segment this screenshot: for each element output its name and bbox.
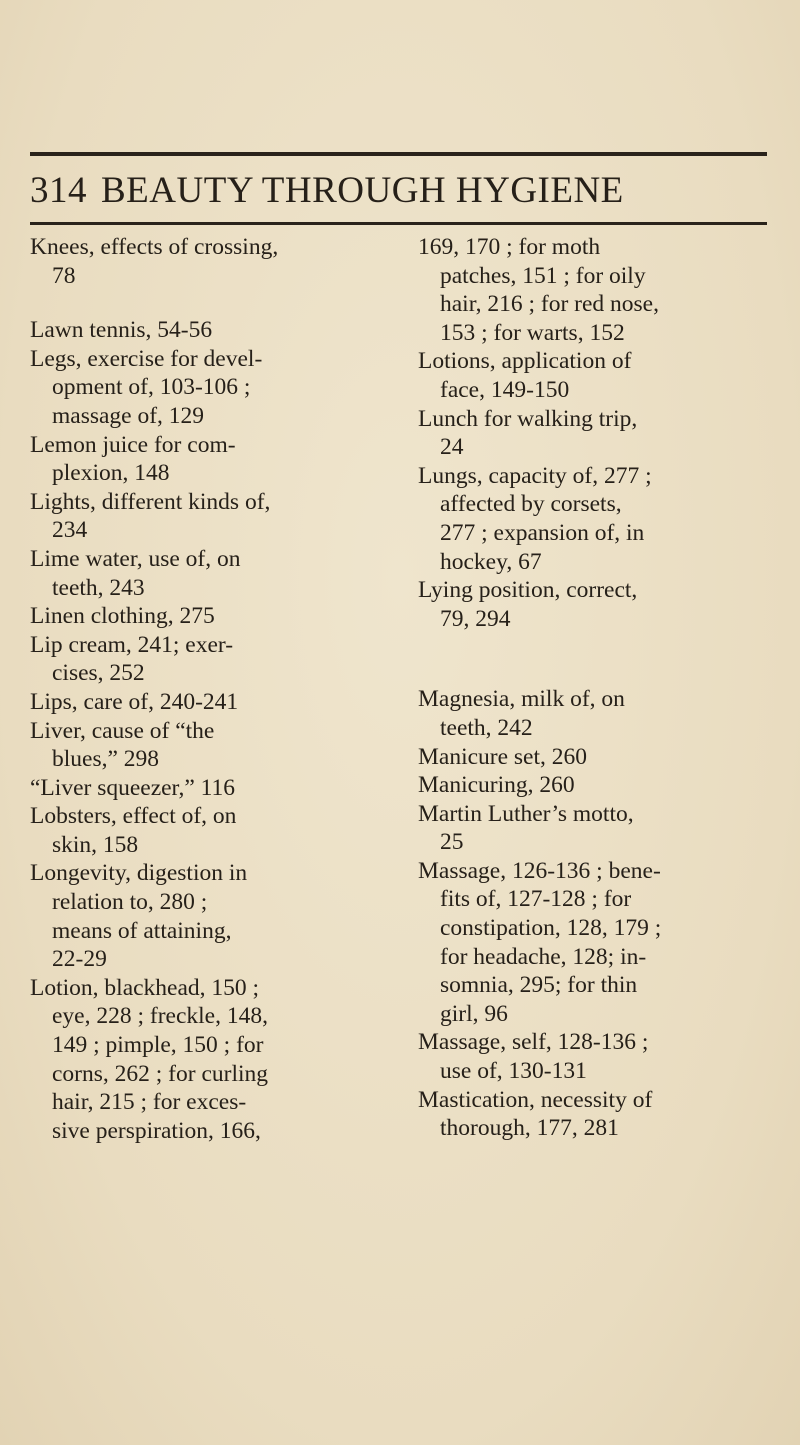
index-entry: Legs, exercise for devel- opment of, 103-106 ; massage of, 129 — [30, 345, 263, 429]
index-entry: Mastication, necessity of thorough, 177, 281 — [418, 1086, 653, 1142]
spacer — [418, 633, 768, 659]
index-entry: Lunch for walking trip, 24 — [418, 405, 638, 461]
running-head — [30, 168, 767, 214]
index-entry: Lip cream, 241; exer- cises, 252 — [30, 631, 234, 687]
index-column-left — [30, 233, 380, 1145]
page-number: 314 — [30, 170, 87, 211]
index-entry: Lobsters, effect of, on skin, 158 — [30, 803, 237, 858]
index-entry: Longevity, digestion in relation to, 280 ; means of attaining, 22-29 — [30, 860, 248, 973]
index-entry: Massage, 126-136 ; bene- fits of, 127-128 ; for constipation, 128, 179 ; for headache, 128; in- somnia, 295; for thin girl, 96 — [418, 857, 662, 1027]
index-entry: Lips, care of, 240-241 — [30, 688, 239, 715]
index-entry: “Liver squeezer,” 116 — [30, 774, 236, 801]
index-entry: Linen clothing, 275 — [30, 603, 215, 630]
index-entry: Manicuring, 260 — [418, 772, 575, 799]
index-entry: Liver, cause of “the blues,” 298 — [30, 717, 215, 773]
header-rule-top — [30, 152, 767, 156]
index-entry-continued: 169, 170 ; for moth patches, 151 ; for oily hair, 216 ; for red nose, 153 ; for warts, 152 — [418, 234, 659, 346]
index-entry: Lime water, use of, on teeth, 243 — [30, 545, 241, 601]
index-entry: Lawn tennis, 54-56 — [30, 317, 213, 344]
index-entry: Martin Luther’s motto, 25 — [418, 800, 634, 856]
index-entry: Magnesia, milk of, on teeth, 242 — [418, 686, 625, 741]
header-rule-bottom — [30, 222, 767, 225]
index-entry: Lungs, capacity of, 277 ; affected by corsets, 277 ; expansion of, in hockey, 67 — [418, 462, 652, 575]
index-entry: Knees, effects of crossing, 78 — [30, 234, 279, 289]
index-entry: Lying position, correct, 79, 294 — [418, 577, 638, 632]
index-entry: Lemon juice for com- plexion, 148 — [30, 431, 236, 487]
index-entry: Lotion, blackhead, 150 ; eye, 228 ; freckle, 148, 149 ; pimple, 150 ; for corns, 262 ; for curling hair, 215 ; for exces- sive perspiration, 166, — [30, 974, 269, 1144]
spacer — [30, 290, 380, 316]
spacer — [418, 659, 768, 685]
index-column-right — [418, 233, 768, 1143]
index-entry: Lotions, application of face, 149-150 — [418, 348, 632, 403]
index-entry: Massage, self, 128-136 ; use of, 130-131 — [418, 1029, 649, 1085]
index-entry: Lights, different kinds of, 234 — [30, 488, 271, 544]
index-entry: Manicure set, 260 — [418, 743, 588, 770]
book-title: BEAUTY THROUGH HYGIENE — [101, 170, 624, 211]
